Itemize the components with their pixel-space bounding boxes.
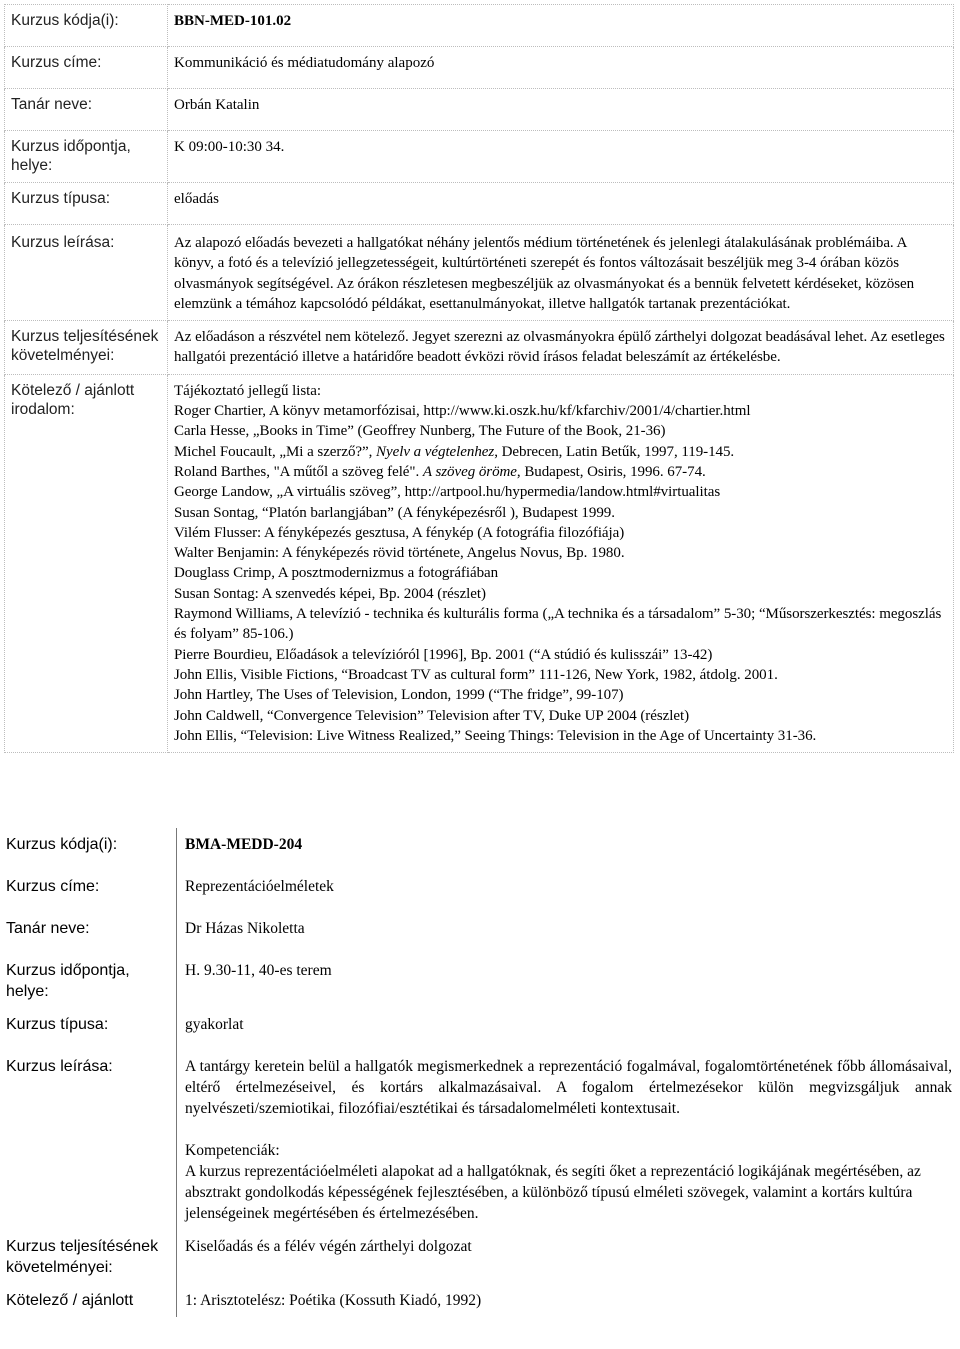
lit-item: Pierre Bourdieu, Előadások a televízióról [1996], Bp. 2001 (“A stúdió és kulisszái” 13-42) (174, 646, 713, 663)
course2-req: Kiselőadás és a félév végén zárthelyi dolgozat (177, 1230, 959, 1284)
course1-title: Kommunikáció és médiatudomány alapozó (168, 47, 954, 89)
course2-teacher-label: Tanár neve: (6, 920, 90, 937)
lit-item: Roger Chartier, A könyv metamorfózisai, http://www.ki.oszk.hu/kf/kfarchiv/2001/4/chartier.html (174, 403, 751, 420)
course1-req-label: Kurzus teljesítésének követelményei: (5, 321, 168, 375)
lit-item: John Hartley, The Uses of Television, London, 1999 (“The fridge”, 99-107) (174, 687, 624, 704)
lit-item: John Ellis, “Television: Live Witness Realized,” Seeing Things: Television in the Age of Uncertainty 31-36. (174, 727, 817, 744)
course2-title: Reprezentációelméletek (177, 870, 959, 912)
course1-lit-label: Kötelező / ajánlott irodalom: (5, 374, 168, 752)
lit-item: Carla Hesse, „Books in Time” (Geoffrey Nunberg, The Future of the Book, 21-36) (174, 423, 666, 440)
course2-desc-label: Kurzus leírása: (6, 1058, 113, 1075)
lit-item: Michel Foucault, „Mi a szerző?”, Nyelv a végtelenhez, Debrecen, Latin Betűk, 1997, 119-145. (174, 443, 735, 460)
course1-time-label: Kurzus időpontja, helye: (5, 131, 168, 183)
lit-item: Raymond Williams, A televízió - technika és kulturális forma („A technika és a társadalom” 5-30; “Műsorszerkesztés: megoszlás és folyam” 85-106.) (174, 606, 942, 643)
course2-teacher: Dr Házas Nikoletta (177, 912, 959, 954)
lit-item: Roland Barthes, "A műtől a szöveg felé". A szöveg öröme, Budapest, Osiris, 1996. 67-74. (174, 463, 706, 480)
lit-item: Douglass Crimp, A posztmodernizmus a fotográfiában (174, 565, 499, 582)
course2-req-label: Kurzus teljesítésének követelményei: (6, 1238, 159, 1276)
course1-title-label: Kurzus címe: (5, 47, 168, 89)
course2-desc (177, 1050, 959, 1230)
course2-desc-text: A tantárgy keretein belül a hallgatók megismerkednek a reprezentáció fogalmával, fogalomtörténetének főbb állomásaival, eltérő értelmezéseivel, és kortárs alkalmazásaival. A fogalom értelmezésekor külön megvizsgáljuk annak nyelvészeti/szemiotikai, filozófiai/esztétikai és társadalomelméleti kontextusait. (185, 1058, 952, 1117)
course2-comp-label: Kompetenciák: (185, 1142, 280, 1159)
course2-comp-text: A kurzus reprezentációelméleti alapokat ad a hallgatóknak, és segíti őket a reprezentáció logikájának megértésében, az absztrakt gondolkodás képességének fejlesztésében, a különböző típusú elméleti szövegek, valamint a kortárs kultúra jelenségeinek megértésében és értelmezésében. (185, 1163, 921, 1222)
lit-item: Susan Sontag, “Platón barlangjában” (A fényképezésről ), Budapest 1999. (174, 504, 615, 521)
course1-time: K 09:00-10:30 34. (168, 131, 954, 183)
lit-item: Susan Sontag: A szenvedés képei, Bp. 2004 (részlet) (174, 585, 486, 602)
lit-item: John Ellis, Visible Fictions, “Broadcast TV as cultural form” 111-126, New York, 1982, átdolg. 2001. (174, 666, 778, 683)
course2-table (0, 828, 958, 1317)
course2-time: H. 9.30-11, 40-es terem (177, 954, 959, 1008)
course1-teacher: Orbán Katalin (168, 89, 954, 131)
course2-title-label: Kurzus címe: (6, 878, 100, 895)
lit-item: George Landow, „A virtuális szöveg”, http://artpool.hu/hypermedia/landow.html#virtualitas (174, 484, 721, 501)
course2-type-label: Kurzus típusa: (6, 1016, 109, 1033)
course1-table (4, 4, 954, 753)
lit-item: Walter Benjamin: A fényképezés rövid története, Angelus Novus, Bp. 1980. (174, 545, 625, 562)
course1-teacher-label: Tanár neve: (5, 89, 168, 131)
lit-item: John Caldwell, “Convergence Television” Television after TV, Duke UP 2004 (részlet) (174, 707, 690, 724)
course1-desc-label: Kurzus leírása: (5, 225, 168, 321)
course1-literature (168, 374, 954, 752)
course1-req: Az előadáson a részvétel nem kötelező. Jegyet szerezni az olvasmányokra épülő zárthelyi dolgozat beadásával lehet. Az esetleges hallgatói prezentáció illetve a határidőre beadott évközi rövid írásos feladat beleszámít az értékelésbe. (168, 321, 954, 375)
lit-intro: Tájékoztató jellegű lista: (174, 382, 321, 399)
course1-code: BBN-MED-101.02 (168, 5, 954, 47)
course1-type-label: Kurzus típusa: (5, 183, 168, 225)
course2-lit-label: Kötelező / ajánlott (6, 1292, 134, 1309)
course1-desc: Az alapozó előadás bevezeti a hallgatókat néhány jelentős médium történetének és jelenlegi átalakulásának problémáiba. A könyv, a fotó és a televízió jellegzetességeit, kultúrtörténeti szerepét és fontos változásait beszéljük meg 3-4 órában közös olvasmányok segítségével. Az órákon részletesen megbeszéljük az olvasmányokat és a bennük felvetett kérdéseket, közösen elemzünk a témához kapcsolódó példákat, esettanulmányokat, illetve hallgatók tartanak prezentációkat. (168, 225, 954, 321)
course2-type: gyakorlat (177, 1008, 959, 1050)
course1-type: előadás (168, 183, 954, 225)
course2-code-label: Kurzus kódja(i): (6, 836, 118, 853)
lit-item: Vilém Flusser: A fényképezés gesztusa, A fénykép (A fotográfia filozófiája) (174, 524, 625, 541)
course2-lit: 1: Arisztotelész: Poétika (Kossuth Kiadó, 1992) (177, 1284, 959, 1317)
course2-time-label: Kurzus időpontja, helye: (6, 962, 130, 1000)
course1-code-label: Kurzus kódja(i): (5, 5, 168, 47)
course2-code: BMA-MEDD-204 (177, 828, 959, 870)
